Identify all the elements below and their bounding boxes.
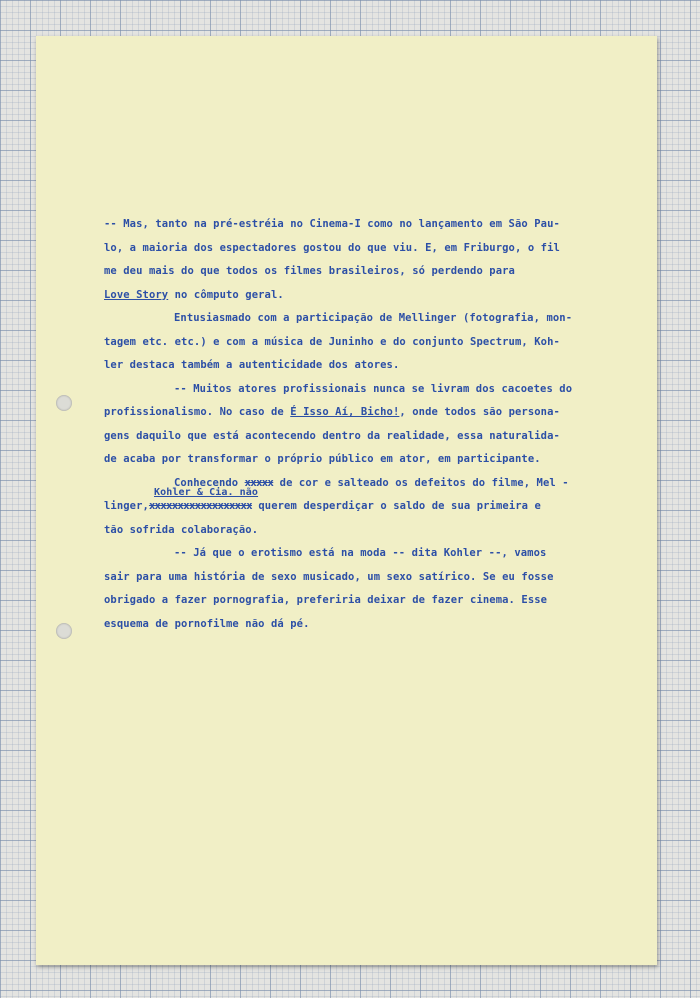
text-line: esquema de pornofilme não dá pé.	[104, 617, 310, 630]
text-line: sair para uma história de sexo musicado, um sexo satírico. Se eu fosse	[104, 570, 554, 583]
text-line: Love Story no cômputo geral.	[104, 288, 284, 301]
text-line: Entusiasmado com a participação de Mellinger (fotografia, mon-	[174, 312, 573, 324]
text-line: obrigado a fazer pornografia, preferiria deixar de fazer cinema. Esse	[104, 594, 548, 606]
text-line: Conhecendo xxxxx de cor e salteado os defeitos do filme, Mel -	[174, 476, 569, 489]
inserted-text: Kohler & Cia. não	[154, 487, 259, 498]
text-line: profissionalismo. No caso de É Isso Aí, Bicho!, onde todos são persona-	[104, 406, 560, 418]
text-line: -- Já que o erotismo está na moda -- dita Kohler --, vamos	[174, 547, 547, 559]
text-line: ler destaca também a autenticidade dos atores.	[104, 359, 400, 371]
text-line: linger, Kohler & Cia. não xxxxxxxxxxxxxxxxxx querem desperdiçar o saldo de sua primeira e	[104, 495, 644, 519]
text-line: -- Muitos atores profissionais nunca se livram dos cacoetes do	[174, 382, 573, 395]
text-line: gens daquilo que está acontecendo dentro da realidade, essa naturalida-	[104, 429, 560, 442]
text-line: -- Mas, tanto na pré-estréia no Cinema-I como no lançamento em São Pau-	[104, 218, 560, 230]
film-title: Love Story	[104, 288, 169, 301]
struck-text: xxxxxxxxxxxxxxxxxx	[148, 500, 252, 512]
typed-text	[104, 213, 644, 636]
text-line: lo, a maioria dos espectadores gostou do que viu. E, em Friburgo, o fil	[104, 241, 560, 254]
text-line: tão sofrida colaboração.	[104, 523, 259, 536]
text-line: tagem etc. etc.) e com a música de Juninho e do conjunto Spectrum, Koh-	[104, 335, 560, 348]
punch-hole	[56, 395, 72, 411]
punch-hole	[56, 623, 72, 639]
text-line: me deu mais do que todos os filmes brasileiros, só perdendo para	[104, 265, 515, 277]
paper-sheet	[36, 36, 657, 965]
text-line: de acaba por transformar o próprio público em ator, em participante.	[104, 453, 541, 465]
struck-text: xxxxx	[244, 476, 274, 489]
film-title: É Isso Aí, Bicho!	[290, 406, 400, 418]
